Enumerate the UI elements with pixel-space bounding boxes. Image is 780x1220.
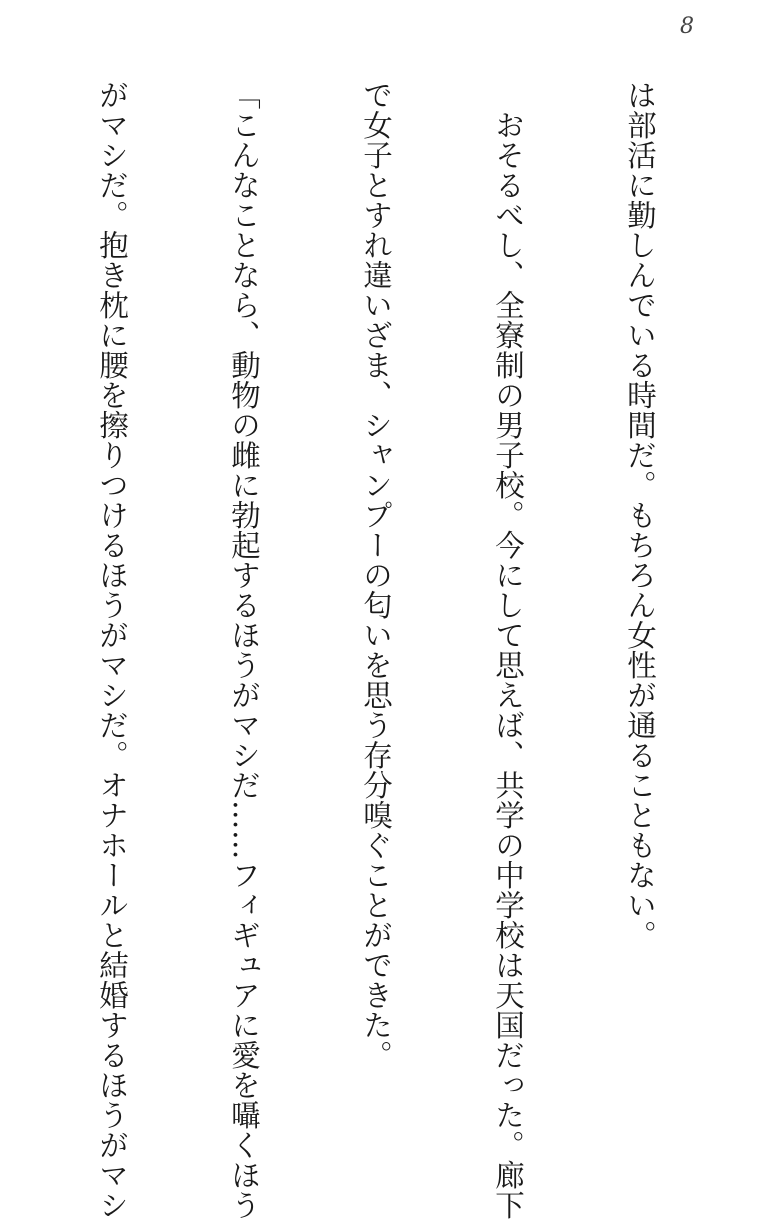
text-line: がマシだ。抱き枕に腰を擦りつけるほうがマシだ。オナホールと結婚するほうがマシ: [95, 80, 129, 1220]
text-line: [0, 80, 2, 1180]
text-line: で女子とすれ違いざま、シャンプーの匂いを思う存分嗅ぐことができた。: [359, 80, 393, 1070]
text-line: おそるべし、全寮制の男子校。今にして思えば、共学の中学校は天国だった。廊下: [491, 80, 525, 1220]
text-line: は部活に勤しんでいる時間だ。もちろん女性が通ることもない。: [623, 80, 657, 950]
page-number: 8: [680, 14, 694, 39]
text-line: 「こんなことなら、動物の雌に勃起するほうがマシだ……フィギュアに愛を囁くほう: [227, 80, 261, 1220]
vertical-body-text: [30, 80, 750, 1220]
